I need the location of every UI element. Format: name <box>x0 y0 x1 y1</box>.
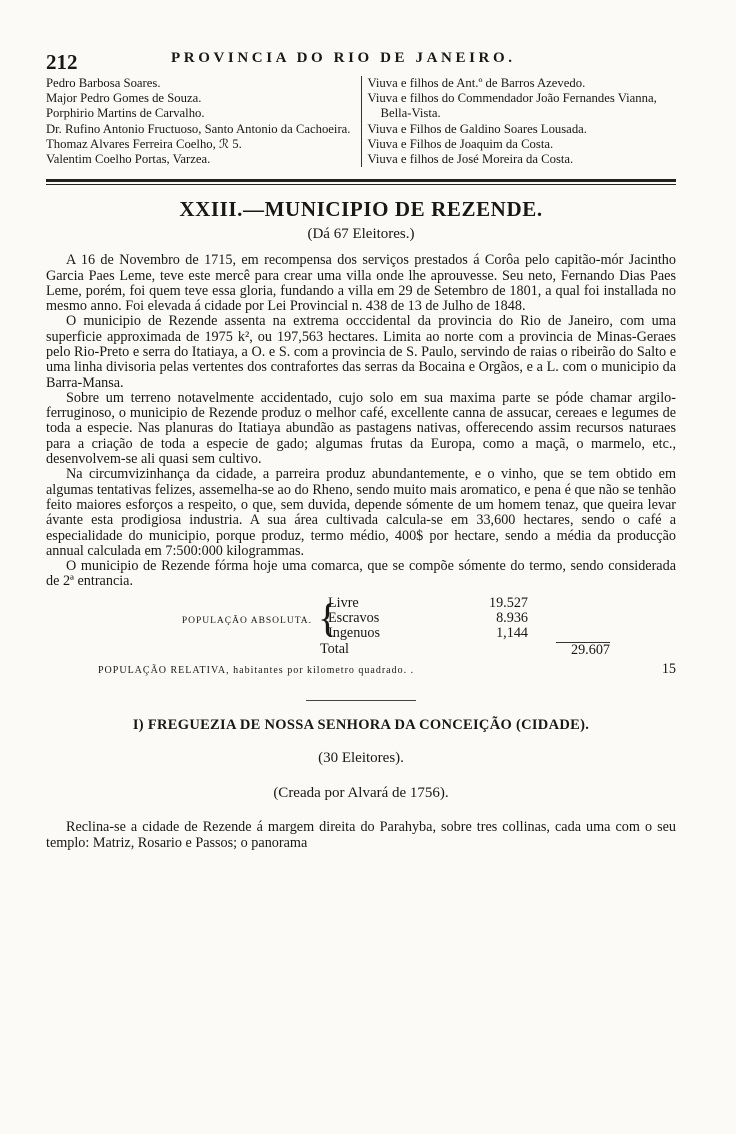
page-number: 212 <box>46 50 78 74</box>
population-row-label: Livre <box>328 594 359 611</box>
page-header <box>46 44 676 74</box>
population-row-value: 8.936 <box>496 610 528 627</box>
population-relative-caption: POPULAÇÃO RELATIVA, <box>98 664 230 676</box>
name-entry: Dr. Rufino Antonio Fructuoso, Santo Antonio da Cachoeira. <box>46 121 351 136</box>
running-title: PROVINCIA DO RIO DE JANEIRO. <box>171 50 516 66</box>
population-items <box>328 596 528 642</box>
name-entry: Viuva e Filhos de Galdino Soares Lousada. <box>367 121 587 136</box>
paragraph: A 16 de Novembro de 1715, em recompensa dos serviços prestados á Corôa pelo capitão-mór Jacintho Garcia Paes Leme, teve este mercê para crear uma villa onde lhe aprouvesse. Seu neto, Fernando Dias Paes Leme, porém, foi quem teve essa gloria, fundando a villa em 29 de Setembro de 1801, a qual foi installada no mesmo anno. Foi elevada á cidade por Lei Provincial n. 438 de 13 de Julho de 1848. <box>46 252 676 315</box>
population-row-value: 19.527 <box>488 594 528 611</box>
name-entry: Viuva e filhos de José Moreira da Costa. <box>367 152 574 167</box>
paragraph: Na circumvizinhança da cidade, a parreira produz abundantemente, e o vinho, que se tem obtido em algumas tentativas felizes, assemelha-se ao do Rheno, sendo muito mais aromatico, e pena é que não se tenhão feito maiores esforços a respeito, o que, sem duvida, depende sómente de um homem tenaz, que queira levar ávante esta prodigiosa industria. A sua área cultivada calcula-se em 33,600 hectares, sendo o café a especialidade do municipio, porque produz, termo médio, 400$ por hectare, sendo a média da producção annual calculada em 7:500:000 kilogrammas. <box>46 466 676 559</box>
population-row <box>328 626 528 641</box>
name-entry: Valentim Coelho Portas, Varzea. <box>46 152 211 167</box>
population-row <box>328 611 528 626</box>
name-entry: Thomaz Alvares Ferreira Coelho, ℛ 5. <box>46 136 242 151</box>
population-table <box>46 596 676 678</box>
population-row-value: 1,144 <box>496 625 528 642</box>
parish-electors: (30 Eleitores). <box>318 750 404 767</box>
parish-created: (Creada por Alvará de 1756). <box>273 785 449 802</box>
population-total-row <box>280 642 610 658</box>
name-entry: Pedro Barbosa Soares. <box>46 76 161 90</box>
name-entry: Porphirio Martins de Carvalho. <box>46 106 205 121</box>
brace: { <box>318 594 338 640</box>
population-row-label: Escravos <box>328 610 380 627</box>
paragraph: O municipio de Rezende assenta na extrema occcidental da provincia do Rio de Janeiro, com uma superficie approximada de 1975 k², ou 197,563 hectares. Limita ao norte com a provincia de Minas-Geraes pelo Rio-Preto e serra do Itatiaya, a O. e S. com a provincia de S. Paulo, servindo de raias o ribeirão do Salto e uma linha divisoria pelas vertentes dos contrafortes das serras da Bocaina e Orgãos, e a L. com o municipio da Barra-Mansa. <box>46 313 676 391</box>
population-row <box>328 596 528 611</box>
population-total-value: 29.607 <box>556 642 610 658</box>
population-relative-row <box>46 662 676 678</box>
name-entry: Major Pedro Gomes de Souza. <box>46 91 202 106</box>
population-total-label: Total <box>320 640 349 657</box>
population-relative-label <box>98 662 414 678</box>
name-entry: Viuva e filhos do Commendador João Fernandes Vianna, Bella-Vista. <box>367 91 657 121</box>
name-entry: Viuva e filhos de Ant.º de Barros Azevedo. <box>367 76 586 90</box>
population-row-label: Ingenuos <box>328 625 381 642</box>
parish-paragraph: Reclina-se a cidade de Rezende á margem direita do Parahyba, sobre tres collinas, cada uma com o seu templo: Matriz, Rosario e Passos; o panorama <box>46 819 676 851</box>
paragraph: O municipio de Rezende fórma hoje uma comarca, que se compõe sómente do termo, sendo considerada de 2ª entrancia. <box>46 558 676 590</box>
name-entry: Viuva e Filhos de Joaquim da Costa. <box>367 136 554 151</box>
double-rule-divider <box>46 179 676 185</box>
page <box>46 44 676 851</box>
paragraph: Sobre um terreno notavelmente accidentado, cujo solo em sua maxima parte se póde chamar argilo-ferruginoso, o municipio de Rezende produz o melhor café, excellente canna de assucar, cereaes e legumes de toda a especie. Nas planuras do Itatiaya abundão as pastagens nativas, offerecendo assim recursos naturaes para a criação de toda a especie de gado; algumas frutas da Europa, como a maçã, o marmelo, etc., desenvolvem-se ali quasi sem cultivo. <box>46 389 676 468</box>
population-relative-value: 15 <box>661 660 676 677</box>
section-electors: (Dá 67 Eleitores.) <box>307 226 415 243</box>
parish-title: I) FREGUEZIA DE NOSSA SENHORA DA CONCEIÇÃO (CIDADE). <box>132 717 590 734</box>
population-relative-text: habitantes por kilometro quadrado. . <box>233 664 415 676</box>
section-title: XXIII.—MUNICIPIO DE REZENDE. <box>179 197 543 222</box>
names-table <box>46 76 676 167</box>
population-absolute-label: POPULAÇÃO ABSOLUTA. <box>181 615 312 626</box>
names-right-column <box>361 76 677 167</box>
short-divider <box>306 700 416 701</box>
names-left-column <box>46 76 361 167</box>
